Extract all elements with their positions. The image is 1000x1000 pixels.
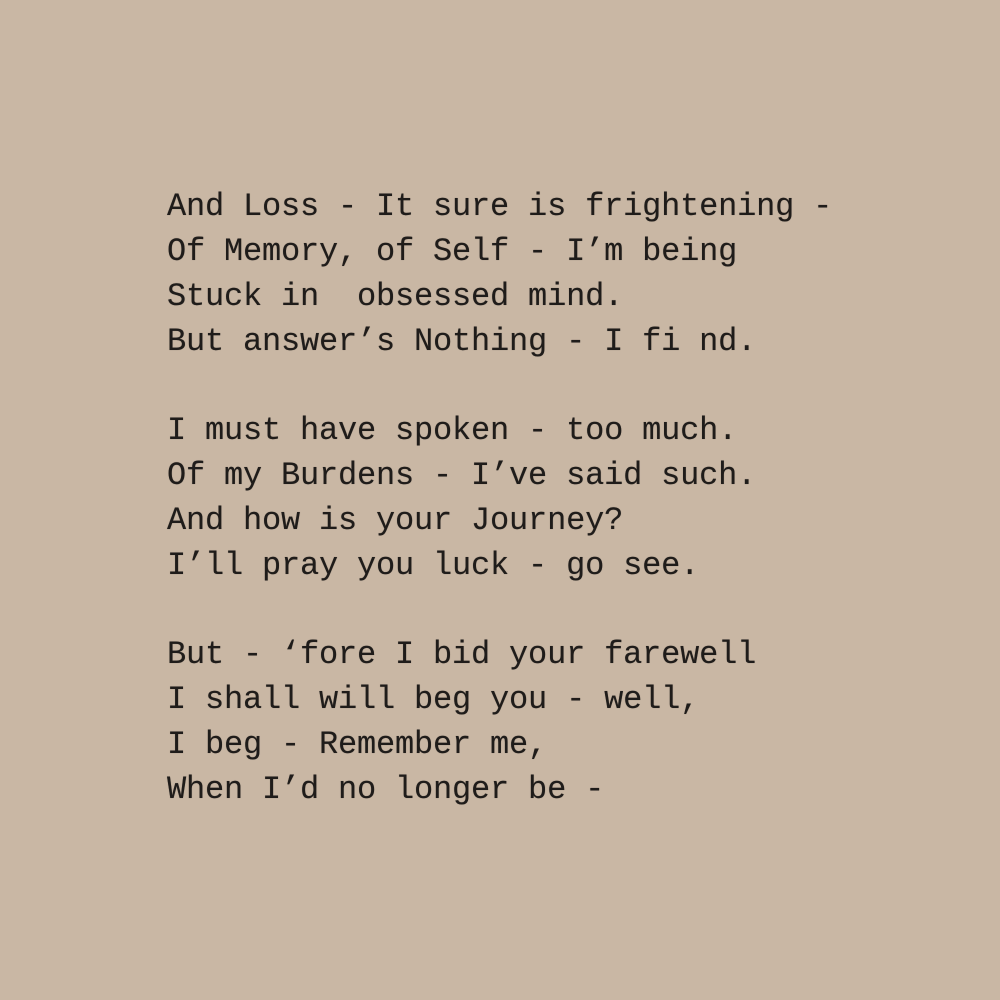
- poem-line: But answer’s Nothing - I fi nd.: [167, 323, 757, 360]
- poem-line: I shall will beg you - well,: [167, 681, 700, 718]
- stanza-1: [167, 184, 887, 364]
- poem-line: I’ll pray you luck - go see.: [167, 547, 700, 584]
- poem-line: I beg - Remember me,: [167, 726, 548, 763]
- stanza-2: [167, 408, 887, 588]
- poem-line: I must have spoken - too much.: [167, 412, 738, 449]
- poem-line: When I’d no longer be -: [167, 771, 605, 808]
- poem: [167, 184, 887, 812]
- poem-line: Of Memory, of Self - I’m being: [167, 233, 738, 270]
- poem-line: And Loss - It sure is frightening -: [167, 188, 833, 225]
- poem-line: Of my Burdens - I’ve said such.: [167, 457, 757, 494]
- stanza-3: [167, 632, 887, 812]
- poem-line: And how is your Journey?: [167, 502, 624, 539]
- poem-line: Stuck in obsessed mind.: [167, 278, 624, 315]
- poem-line: But - ‘fore I bid your farewell: [167, 636, 757, 673]
